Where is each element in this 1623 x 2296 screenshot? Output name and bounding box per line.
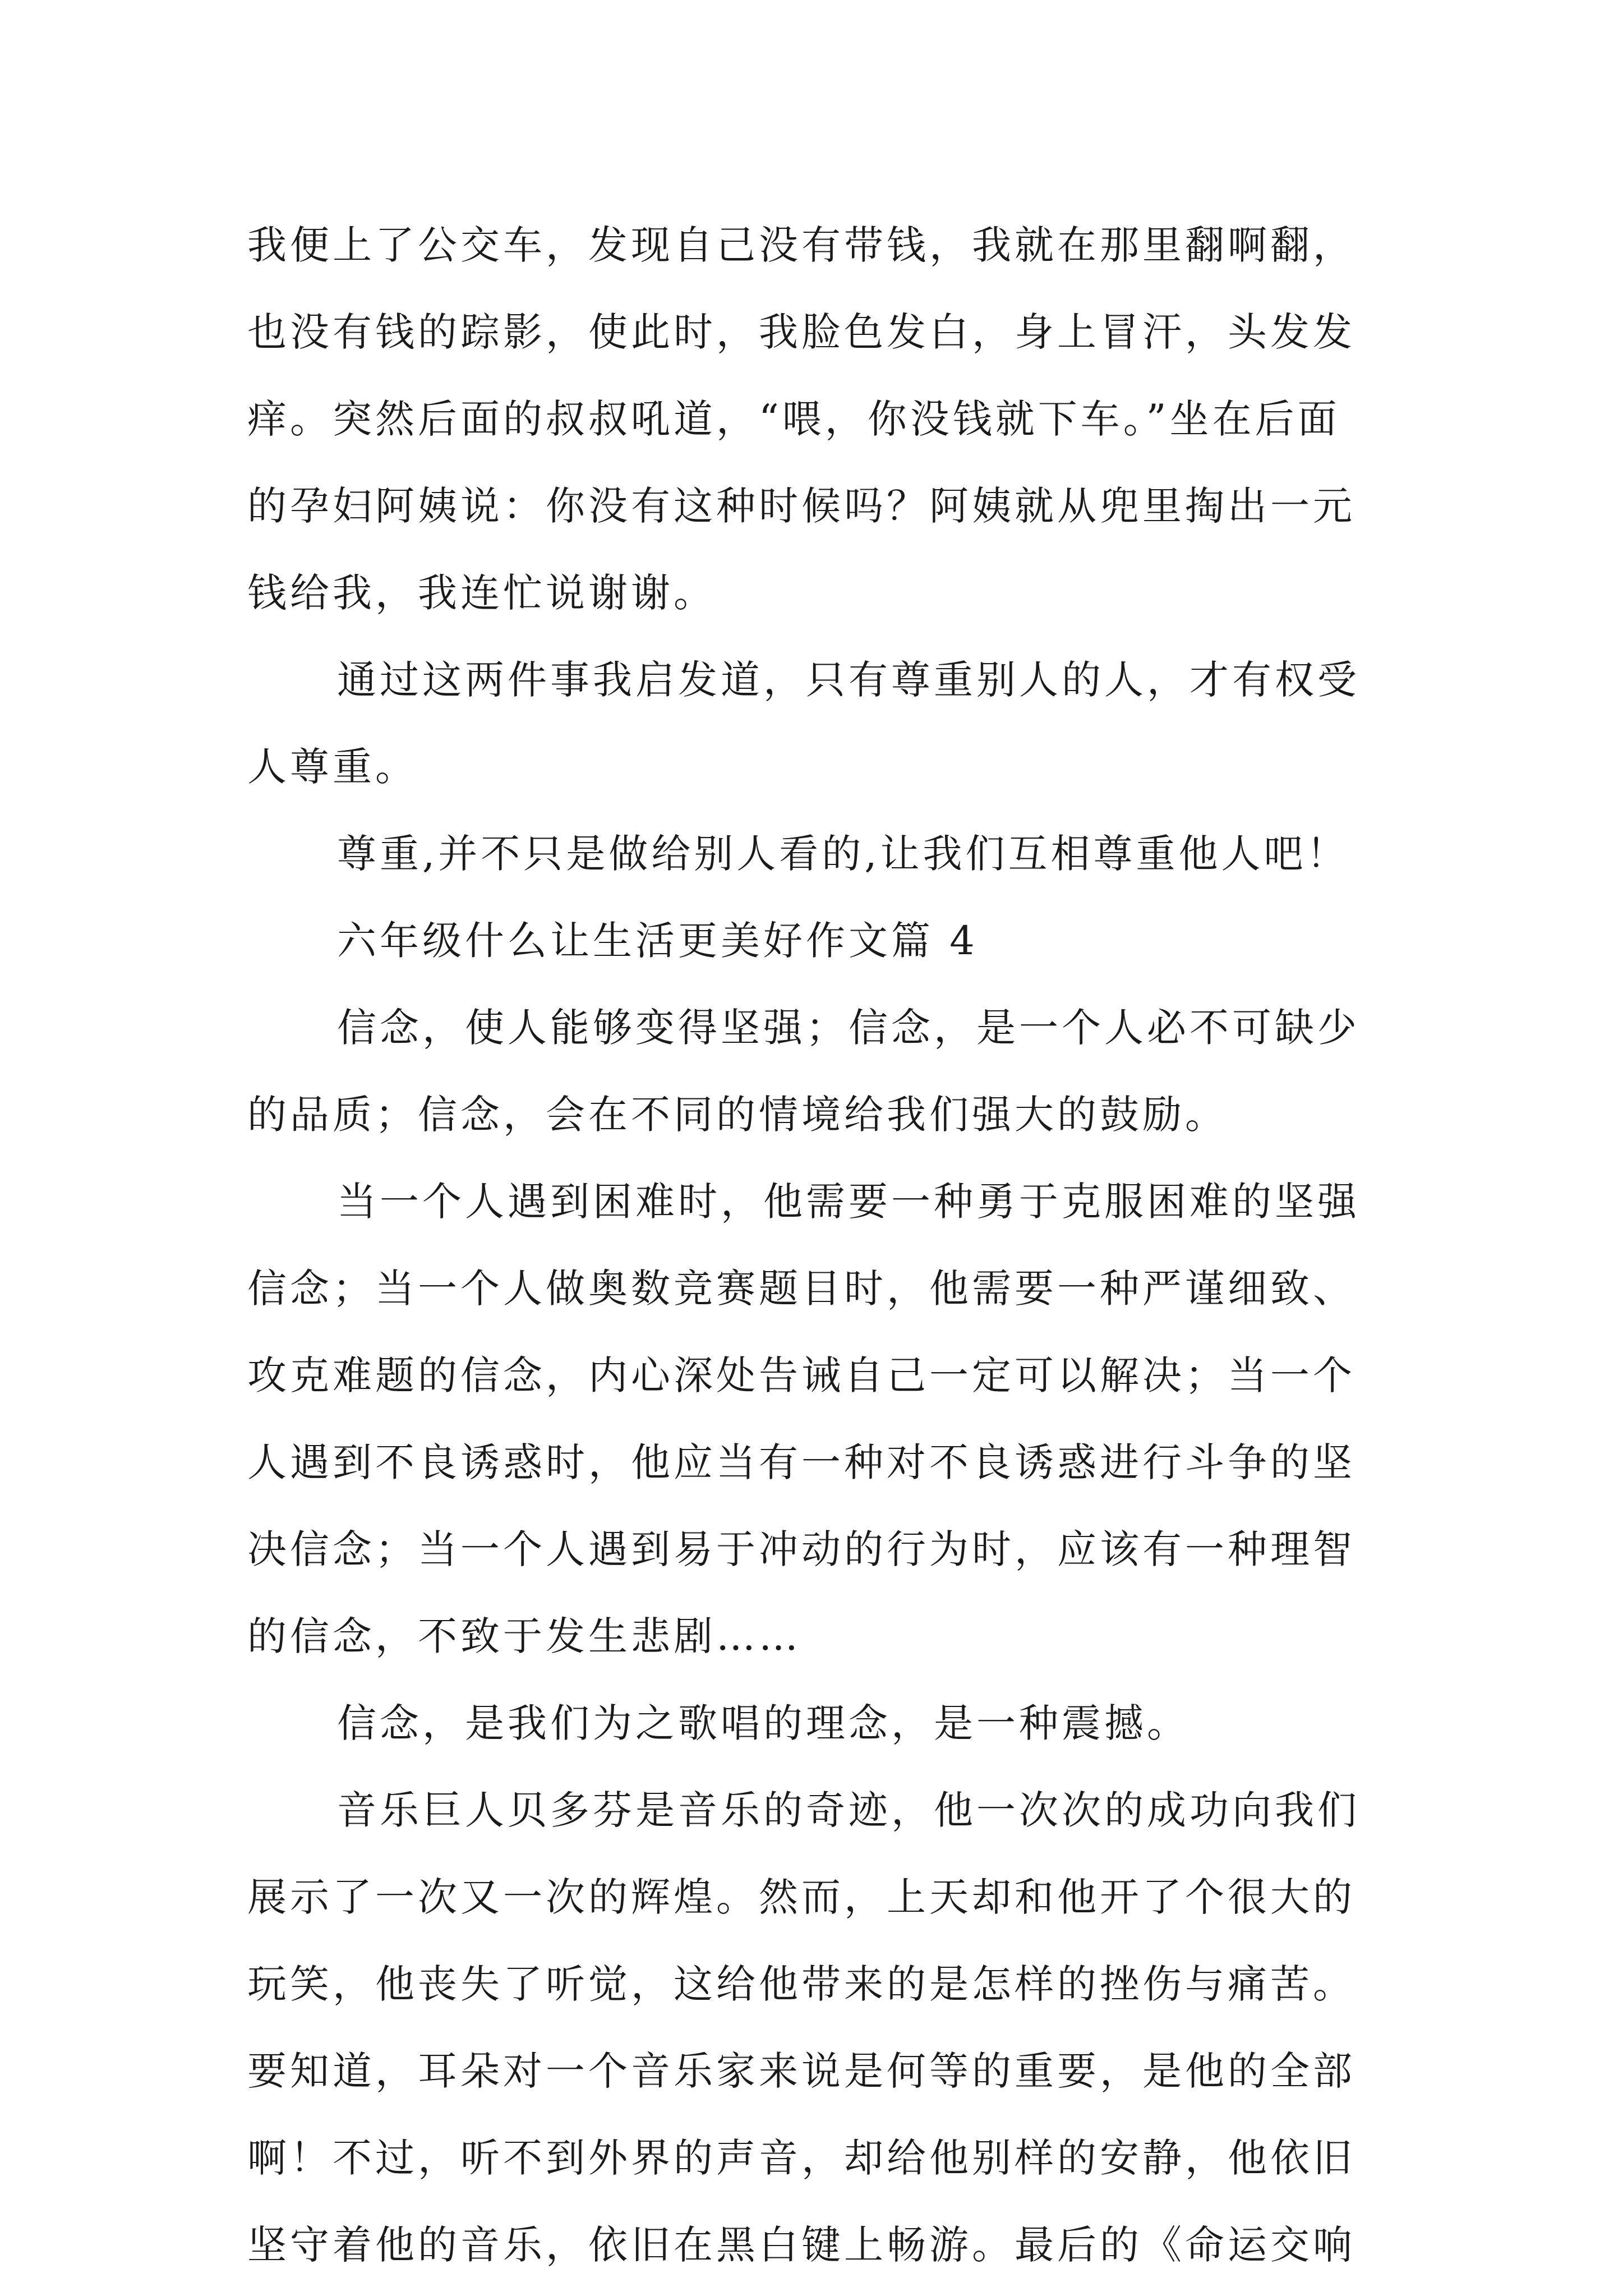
- text-line: 痒。突然后面的叔叔吼道，“喂，你没钱就下车。”坐在后面: [247, 396, 1340, 442]
- text-line: 人遇到不良诱惑时，他应当有一种对不良诱惑进行斗争的坚: [247, 1439, 1355, 1485]
- text-line: 的信念，不致于发生悲剧……: [247, 1613, 801, 1659]
- text-line: 信念；当一个人做奥数竞赛题目时，他需要一种严谨细致、: [247, 1266, 1355, 1312]
- text-line: 的品质；信念，会在不同的情境给我们强大的鼓励。: [247, 1092, 1228, 1138]
- text-line: 人尊重。: [247, 744, 418, 790]
- text-line: 决信念；当一个人遇到易于冲动的行为时，应该有一种理智: [247, 1526, 1355, 1572]
- text-line: 要知道，耳朵对一个音乐家来说是何等的重要，是他的全部: [247, 2048, 1355, 2094]
- section-heading: 六年级什么让生活更美好作文篇 4: [337, 918, 978, 964]
- text-line: 信念，是我们为之歌唱的理念，是一种震撼。: [337, 1700, 1189, 1746]
- text-line: 的孕妇阿姨说：你没有这种时候吗？阿姨就从兜里掏出一元: [247, 483, 1355, 529]
- text-line: 通过这两件事我启发道，只有尊重别人的人，才有权受: [337, 657, 1360, 703]
- text-line: 信念，使人能够变得坚强；信念，是一个人必不可缺少: [337, 1005, 1360, 1051]
- text-line: 坚守着他的音乐，依旧在黑白键上畅游。最后的《命运交响: [247, 2222, 1355, 2268]
- text-line: 钱给我，我连忙说谢谢。: [247, 570, 716, 616]
- text-line: 我便上了公交车，发现自己没有带钱，我就在那里翻啊翻，: [247, 222, 1355, 268]
- text-line: 展示了一次又一次的辉煌。然而，上天却和他开了个很大的: [247, 1874, 1355, 1920]
- text-line: 玩笑，他丧失了听觉，这给他带来的是怎样的挫伤与痛苦。: [247, 1961, 1355, 2007]
- text-line: 啊！不过，听不到外界的声音，却给他别样的安静，他依旧: [247, 2135, 1355, 2181]
- text-line: 当一个人遇到困难时，他需要一种勇于克服困难的坚强: [337, 1179, 1360, 1225]
- text-line: 也没有钱的踪影，使此时，我脸色发白，身上冒汗，头发发: [247, 309, 1355, 355]
- text-line: 攻克难题的信念，内心深处告诫自己一定可以解决；当一个: [247, 1352, 1355, 1398]
- text-line: 尊重,并不只是做给别人看的,让我们互相尊重他人吧！: [337, 831, 1349, 877]
- text-line: 音乐巨人贝多芬是音乐的奇迹，他一次次的成功向我们: [337, 1787, 1360, 1833]
- essay-body: [247, 202, 1391, 2289]
